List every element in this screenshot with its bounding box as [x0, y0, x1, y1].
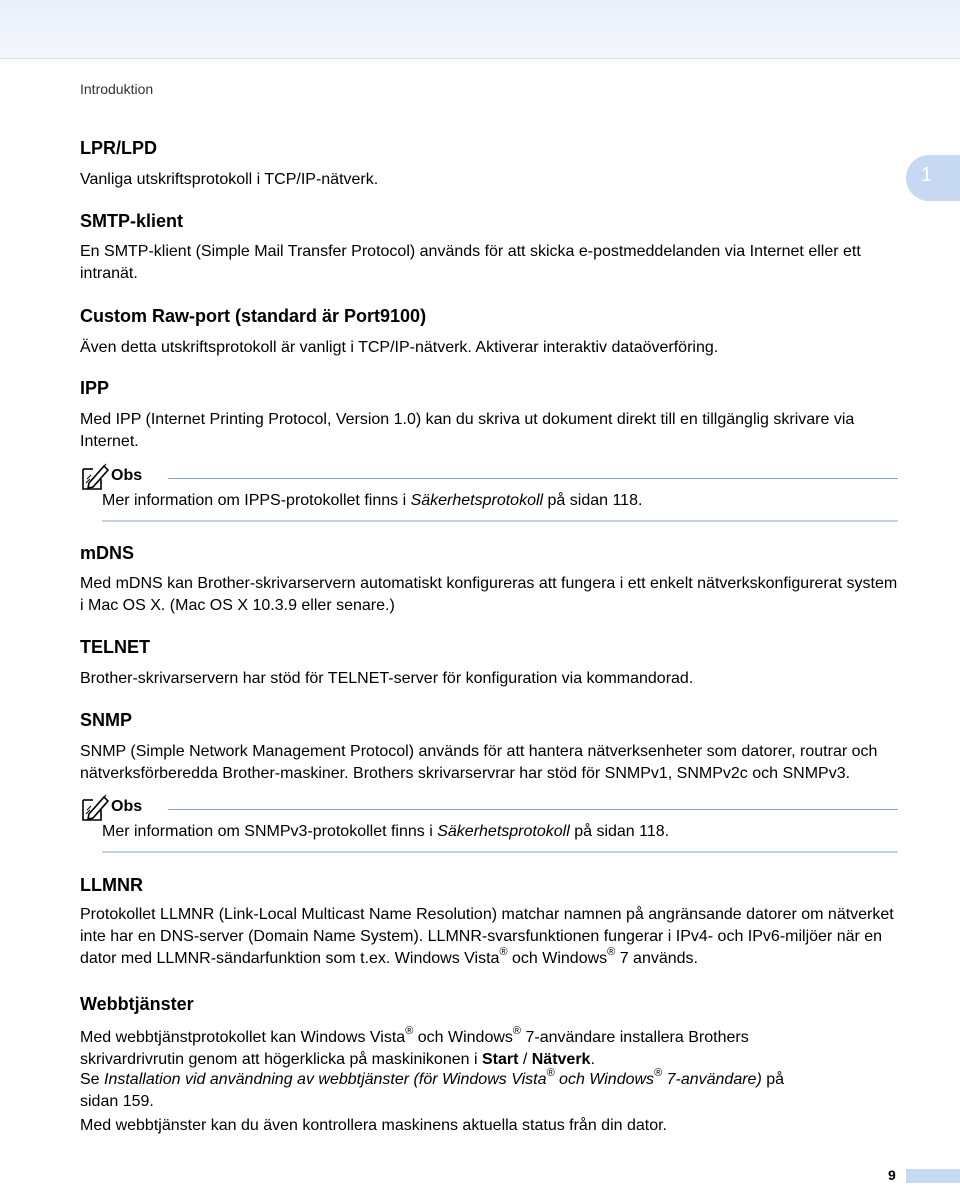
chapter-number: 1 — [921, 164, 933, 186]
network-label: Nätverk — [531, 1050, 591, 1068]
running-header: Introduktion — [80, 81, 154, 97]
registered-mark: ® — [499, 946, 508, 958]
note-divider-top — [168, 478, 898, 479]
chapter-tab — [906, 155, 960, 201]
body-telnet: Brother-skrivarservern har stöd för TELNET-server för konfiguration via kommandorad. — [80, 670, 694, 687]
note-divider-bottom — [102, 520, 898, 522]
link-webservices-install[interactable]: Installation vid användning av webbtjänster (för Windows Vista® och Windows® 7-användare) — [104, 1067, 762, 1088]
heading-telnet: TELNET — [80, 637, 150, 657]
body-webbtjanster-3: Med webbtjänster kan du även kontrollera maskinens aktuella status från din dator. — [80, 1117, 667, 1134]
note-divider-top — [168, 809, 898, 810]
header-band — [0, 0, 960, 59]
heading-ipp: IPP — [80, 378, 110, 398]
note-divider-bottom — [102, 851, 898, 853]
pencil-note-icon — [80, 793, 110, 823]
heading-smtp: SMTP-klient — [80, 211, 184, 231]
body-webbtjanster-2: Se Installation vid användning av webbtjänster (för Windows Vista® och Windows® 7-användare) på sidan 159. — [80, 1067, 785, 1110]
body-mdns: Med mDNS kan Brother-skrivarservern automatiskt konfigureras att fungera i ett enkelt nätverkskonfigurerat system i Mac OS X. (Mac OS X 10.3.9 eller senare.) — [80, 575, 898, 614]
note-label: Obs — [111, 798, 143, 815]
heading-webbtjanster: Webbtjänster — [80, 994, 194, 1014]
heading-mdns: mDNS — [80, 543, 135, 563]
body-ipp: Med IPP (Internet Printing Protocol, Version 1.0) kan du skriva ut dokument direkt till en tillgänglig skrivare via Internet. — [80, 411, 855, 450]
page-number: 9 — [888, 1167, 896, 1183]
pencil-note-icon — [80, 462, 110, 492]
note-text-ipp: Mer information om IPPS-protokollet finns i Säkerhetsprotokoll på sidan 118. — [102, 492, 643, 509]
heading-lpr: LPR/LPD — [80, 138, 158, 158]
registered-mark: ® — [607, 946, 616, 958]
note-link-security-protocol[interactable]: Säkerhetsprotokoll — [410, 492, 544, 509]
start-menu-label: Start — [481, 1050, 519, 1068]
body-raw-port: Även detta utskriftsprotokoll är vanligt i TCP/IP-nätverk. Aktiverar interaktiv dataöverföring. — [80, 339, 719, 356]
body-smtp: En SMTP-klient (Simple Mail Transfer Protocol) används för att skicka e-postmeddelanden via Internet eller ett intranät. — [80, 243, 861, 282]
body-webbtjanster-1: Med webbtjänstprotokollet kan Windows Vista® och Windows® 7-användare installera Brothers skrivardrivrutin genom att högerklicka på maskinikonen i Start / Nätverk. — [80, 1025, 749, 1068]
body-llmnr: Protokollet LLMNR (Link-Local Multicast Name Resolution) matchar namnen på angränsande datorer om nätverket inte har en DNS-server (Domain Name System). LLMNR-svarsfunktionen fungerar i IPv4- och IPv6-miljöer när en dator med LLMNR-sändarfunktion som t.ex. Windows Vista® och Windows® 7 används. — [80, 906, 894, 967]
heading-snmp: SNMP — [80, 710, 133, 730]
note-link-security-protocol[interactable]: Säkerhetsprotokoll — [437, 823, 570, 840]
heading-raw-port: Custom Raw-port (standard är Port9100) — [80, 306, 427, 326]
note-text-snmp: Mer information om SNMPv3-protokollet finns i Säkerhetsprotokoll på sidan 118. — [102, 823, 670, 840]
body-snmp: SNMP (Simple Network Management Protocol) används för att hantera nätverksenheter som datorer, routrar och nätverksförberedda Brother-maskiner. Brothers skrivarservrar har stöd för SNMPv1, SNMPv2c och SNMPv3. — [80, 743, 878, 782]
heading-llmnr: LLMNR — [80, 875, 143, 895]
note-label: Obs — [111, 467, 143, 484]
body-lpr: Vanliga utskriftsprotokoll i TCP/IP-nätverk. — [80, 171, 379, 188]
page-number-tab — [906, 1169, 960, 1183]
